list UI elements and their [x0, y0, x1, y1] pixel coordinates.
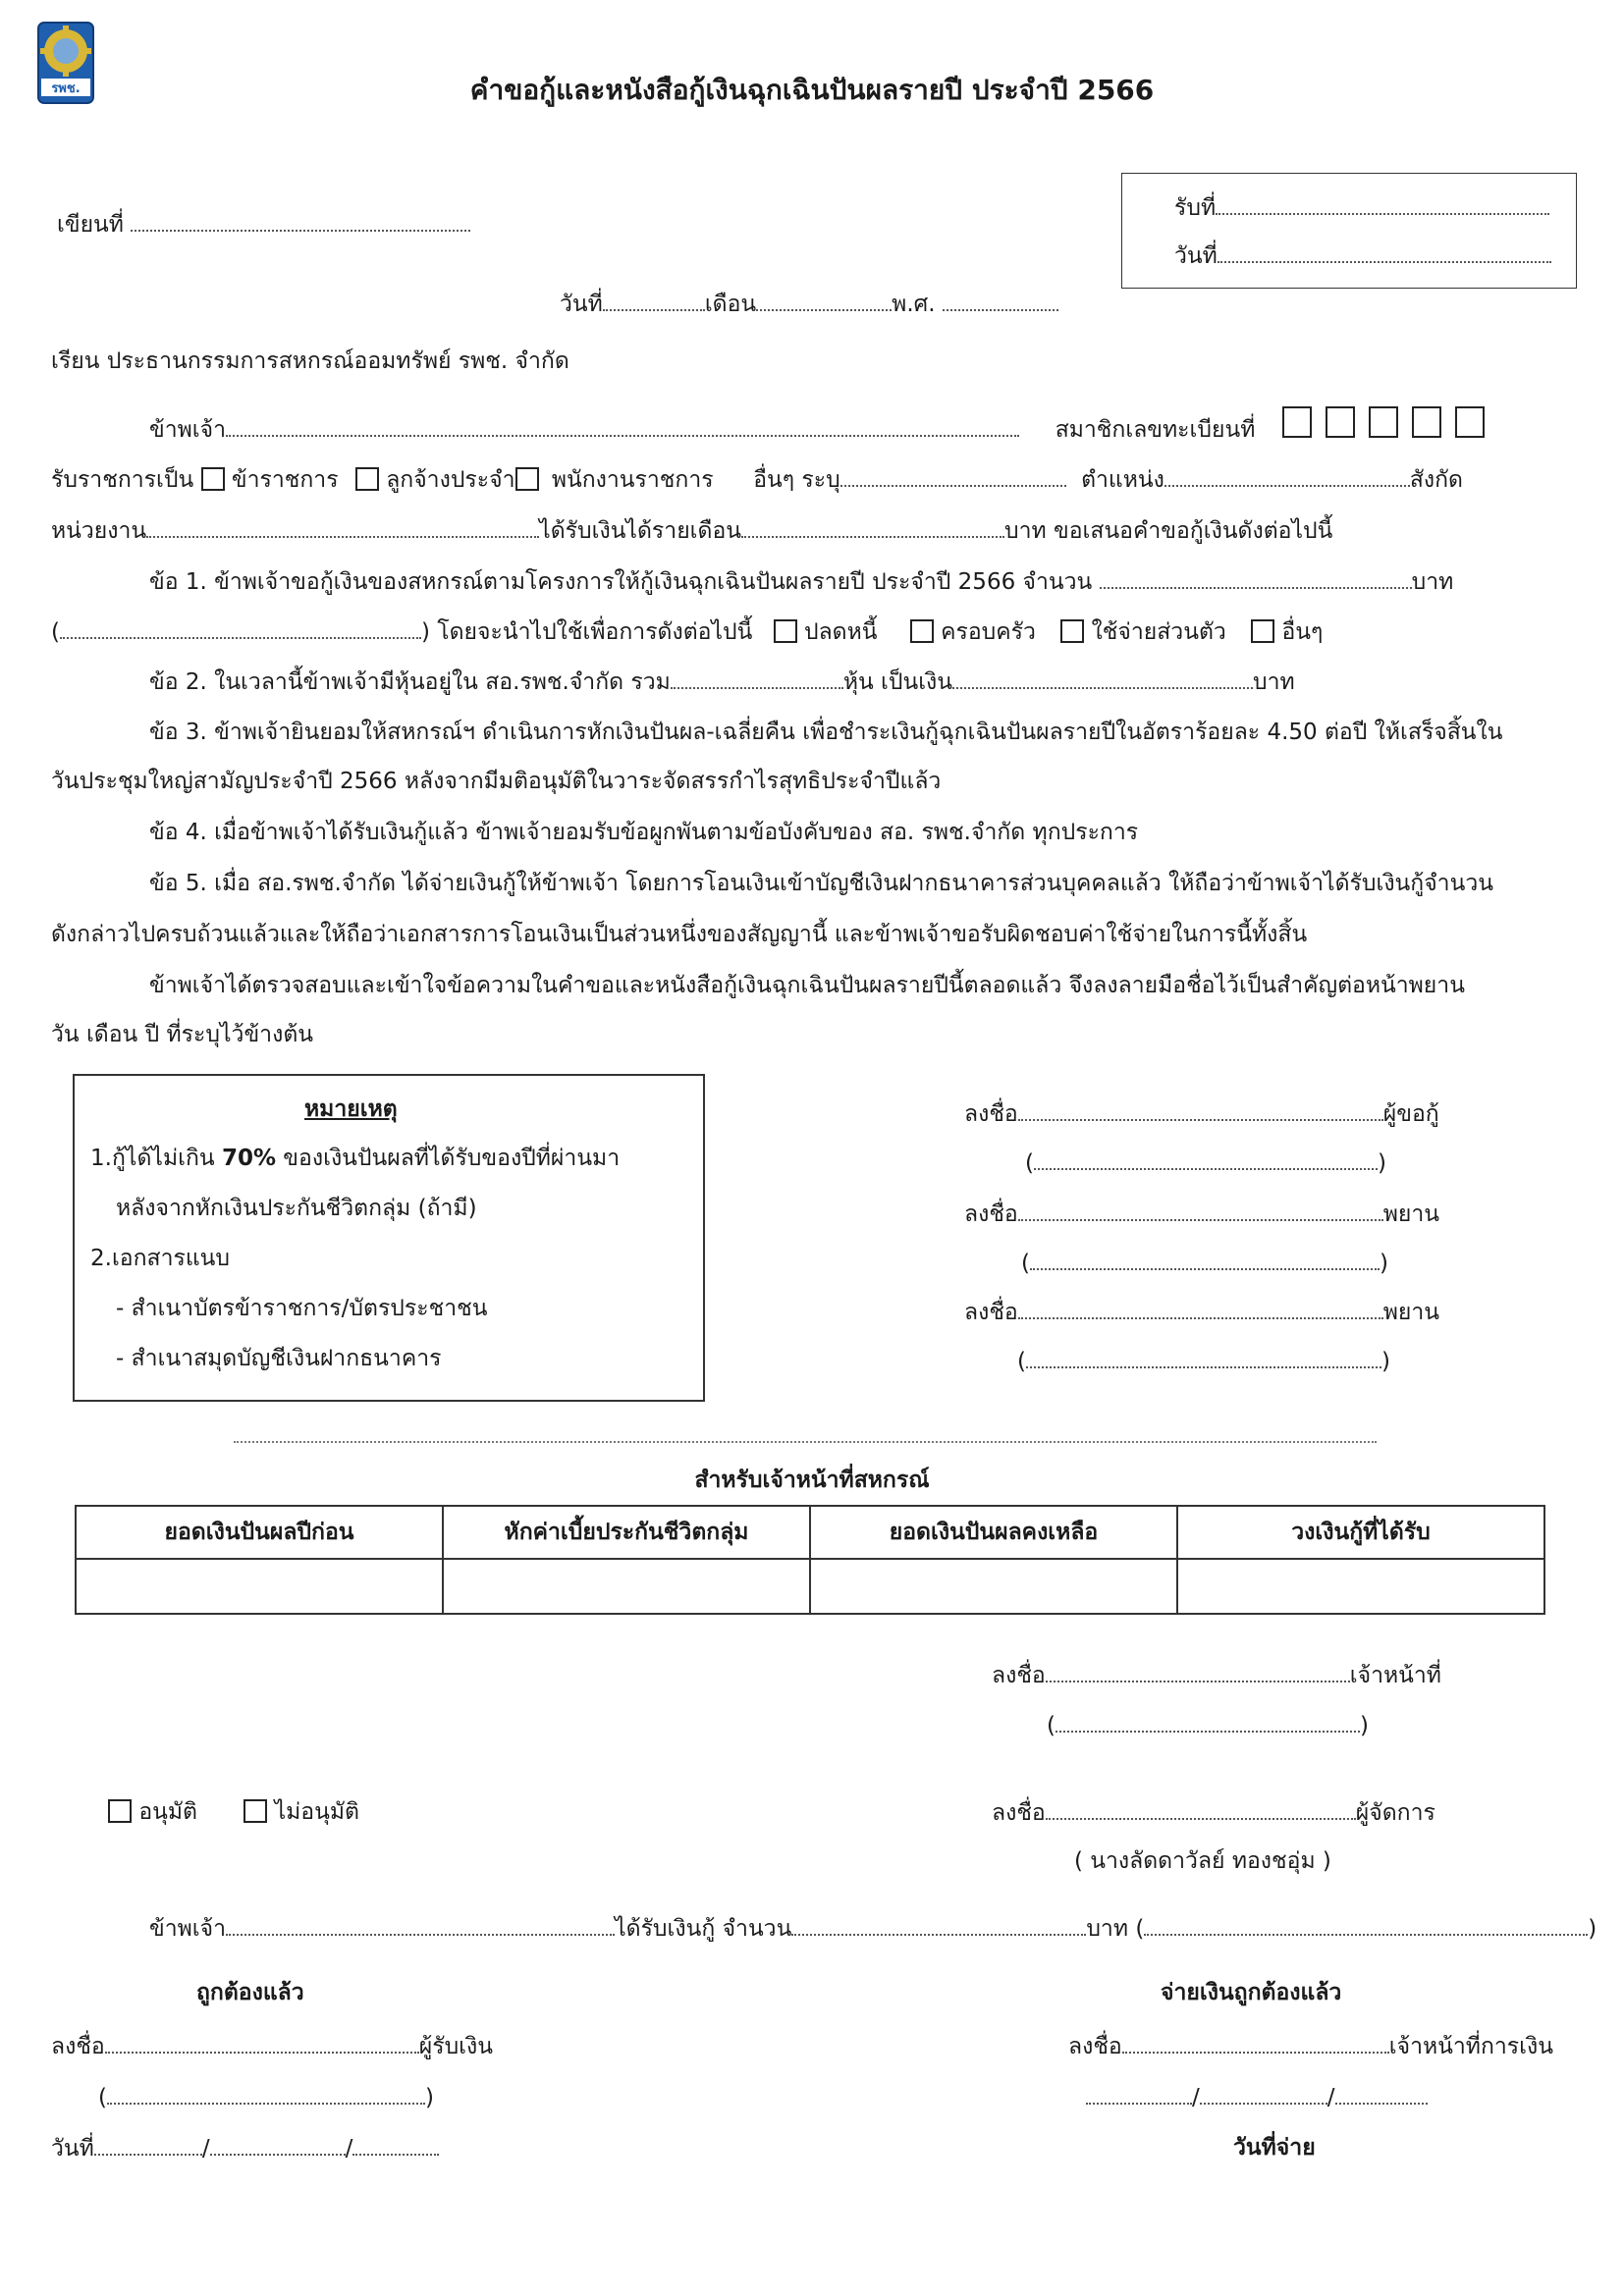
- recipient-date-line: วันที่ / /: [51, 2132, 439, 2164]
- remaining-dividend-cell[interactable]: [810, 1559, 1177, 1614]
- member-digit-box[interactable]: [1412, 406, 1441, 438]
- witness-2-signature-line: ลงชื่อ พยาน: [964, 1296, 1439, 1328]
- clause-1-purpose: ( ) โดยจะนำไปใช้เพื่อการดังต่อไปนี้ ปลดหนี้ ครอบครัว ใช้จ่ายส่วนตัว อื่นๆ: [51, 615, 1323, 648]
- member-digit-box[interactable]: [1282, 406, 1312, 438]
- payment-month-field[interactable]: [1200, 2081, 1327, 2105]
- borrower-signature-field[interactable]: [1018, 1097, 1383, 1121]
- borrower-signature-line: ลงชื่อ ผู้ขอกู้: [964, 1097, 1439, 1130]
- purpose-family-checkbox[interactable]: [910, 619, 934, 643]
- received-amount-words-field[interactable]: [1144, 1912, 1588, 1936]
- note-item-2-b: - สำเนาสมุดบัญชีเงินฝากธนาคาร: [116, 1346, 442, 1371]
- witness-1-signature-line: ลงชื่อ พยาน: [964, 1198, 1439, 1230]
- clause-5-line-2: ดังกล่าวไปครบถ้วนแล้วและให้ถือว่าเอกสารการโอนเงินเป็นส่วนหนึ่งของสัญญานี้ และข้าพเจ้าขอรับผิดชอบค่าใช้จ่ายในการนี้ทั้งสิ้น: [51, 922, 1308, 947]
- note-item-2-a: - สำเนาบัตรข้าราชการ/บัตรประชาชน: [116, 1296, 488, 1321]
- recipient-name-line: ( ): [98, 2081, 434, 2113]
- receipt-number-field[interactable]: [1216, 191, 1549, 215]
- witness-1-signature-field[interactable]: [1018, 1198, 1383, 1221]
- monthly-income-field[interactable]: [741, 514, 1004, 538]
- column-loan-limit: วงเงินกู้ที่ได้รับ: [1177, 1506, 1544, 1559]
- officer-signature-line: ลงชื่อ เจ้าหน้าที่: [992, 1659, 1441, 1691]
- member-digit-box[interactable]: [1326, 406, 1355, 438]
- permanent-employee-label: ลูกจ้างประจำ: [386, 467, 515, 493]
- purpose-other-checkbox[interactable]: [1251, 619, 1274, 643]
- payment-date-field-line: / /: [1086, 2081, 1428, 2113]
- declaration-line-1: ข้าพเจ้าได้ตรวจสอบและเข้าใจข้อความในคำขอและหนังสือกู้เงินฉุกเฉินปันผลรายปีนี้ตลอดแล้ว จึงลงลายมือชื่อไว้เป็นสำคัญต่อหน้าพยาน: [149, 973, 1465, 998]
- civil-servant-label: ข้าราชการ: [231, 467, 339, 493]
- clause-3-line-2: วันประชุมใหญ่สามัญประจำปี 2566 หลังจากมีมติอนุมัติในวาระจัดสรรกำไรสุทธิประจำปีแล้ว: [51, 769, 942, 794]
- member-digit-box[interactable]: [1455, 406, 1485, 438]
- officer-name-field[interactable]: [1056, 1709, 1360, 1733]
- recipient-month-field[interactable]: [210, 2132, 346, 2156]
- officer-section-title: สำหรับเจ้าหน้าที่สหกรณ์: [694, 1468, 930, 1493]
- payment-day-field[interactable]: [1086, 2081, 1192, 2105]
- receipt-line: ข้าพเจ้า ได้รับเงินกู้ จำนวน บาท ( ): [149, 1912, 1597, 1945]
- clause-3-line-1: ข้อ 3. ข้าพเจ้ายินยอมให้สหกรณ์ฯ ดำเนินการหักเงินปันผล-เฉลี่ยคืน เพื่อชำระเงินกู้ฉุกเฉินปันผลรายปีในอัตราร้อยละ 4.50 ต่อปี ให้เสร็จสิ้นใน: [149, 720, 1503, 745]
- receipt-date-field[interactable]: [1218, 240, 1551, 263]
- clause-2: ข้อ 2. ในเวลานี้ข้าพเจ้ามีหุ้นอยู่ใน สอ.รพช.จำกัด รวม หุ้น เป็นเงิน บาท: [149, 666, 1295, 698]
- shares-value-field[interactable]: [952, 666, 1253, 689]
- clause-4: ข้อ 4. เมื่อข้าพเจ้าได้รับเงินกู้แล้ว ข้าพเจ้ายอมรับข้อผูกพันตามข้อบังคับของ สอ. รพช.จำกัด ทุกประการ: [149, 820, 1139, 845]
- witness-2name-field[interactable]: [1026, 1345, 1381, 1368]
- section-divider: [234, 1441, 1377, 1443]
- recipient-year-field[interactable]: [352, 2132, 439, 2156]
- finance-signature-line: ลงชื่อ เจ้าหน้าที่การเงิน: [1068, 2030, 1553, 2062]
- finance-signature-field[interactable]: [1122, 2030, 1389, 2054]
- unit-field[interactable]: [146, 514, 539, 538]
- receipt-number-line: รับที่: [1174, 191, 1549, 224]
- witness-1-name-field[interactable]: [1030, 1247, 1380, 1270]
- svg-text:รพช.: รพช.: [51, 81, 81, 96]
- member-number-boxes: [1282, 406, 1485, 438]
- employment-line: รับราชการเป็น ข้าราชการ ลูกจ้างประจำ พนักงานราชการ อื่นๆ ระบุ ตำแหน่ง สังกัด: [51, 463, 1463, 496]
- witness-2-name-line: ( ): [1017, 1345, 1390, 1377]
- previous-dividend-cell[interactable]: [76, 1559, 443, 1614]
- unit-line: หน่วยงาน ได้รับเงินได้รายเดือน บาท ขอเสนอคำขอกู้เงินดังต่อไปนี้: [51, 514, 1332, 547]
- approve-checkbox[interactable]: [108, 1799, 132, 1823]
- reject-checkbox[interactable]: [244, 1799, 267, 1823]
- officer-signature-field[interactable]: [1046, 1659, 1350, 1682]
- column-insurance-deduction: หักค่าเบี้ยประกันชีวิตกลุ่ม: [443, 1506, 810, 1559]
- page-title: คำขอกู้และหนังสือกู้เงินฉุกเฉินปันผลรายปี ประจำปี 2566: [469, 74, 1155, 106]
- written-at-field[interactable]: [131, 208, 470, 232]
- loan-limit-cell[interactable]: [1177, 1559, 1544, 1614]
- month-field[interactable]: [756, 288, 892, 311]
- salutation: เรียน ประธานกรรมการสหกรณ์ออมทรัพย์ รพช. จำกัด: [51, 348, 569, 374]
- year-field[interactable]: [943, 288, 1058, 311]
- borrower-name-field[interactable]: [1034, 1147, 1378, 1170]
- note-item-2: 2.เอกสารแนบ: [90, 1246, 230, 1271]
- witness-2-signature-field[interactable]: [1018, 1296, 1383, 1319]
- written-at-line: เขียนที่: [57, 208, 470, 240]
- recipient-signature-field[interactable]: [105, 2030, 419, 2054]
- recipient-signature-line: ลงชื่อ ผู้รับเงิน: [51, 2030, 493, 2062]
- verified-title: ถูกต้องแล้ว: [196, 1980, 304, 2005]
- government-employee-label: พนักงานราชการ: [551, 467, 714, 493]
- manager-name: ( นางลัดดาวัลย์ ทองชอุ่ม ): [1074, 1848, 1331, 1874]
- approval-options: อนุมัติ ไม่อนุมัติ: [108, 1796, 359, 1828]
- officer-table: [75, 1505, 1545, 1615]
- applicant-name-field[interactable]: [226, 413, 1019, 437]
- insurance-deduction-cell[interactable]: [443, 1559, 810, 1614]
- shares-count-field[interactable]: [671, 666, 843, 689]
- declaration-line-2: วัน เดือน ปี ที่ระบุไว้ข้างต้น: [51, 1022, 313, 1047]
- civil-servant-checkbox[interactable]: [201, 467, 225, 491]
- officer-name-line: ( ): [1047, 1709, 1369, 1741]
- column-previous-dividend: ยอดเงินปันผลปีก่อน: [76, 1506, 443, 1559]
- receiver-name-field[interactable]: [226, 1912, 615, 1936]
- pay-date-label: วันที่จ่าย: [1233, 2135, 1316, 2161]
- permanent-employee-checkbox[interactable]: [355, 467, 379, 491]
- clause-5-line-1: ข้อ 5. เมื่อ สอ.รพช.จำกัด ได้จ่ายเงินกู้ให้ข้าพเจ้า โดยการโอนเงินเข้าบัญชีเงินฝากธนาคารส่วนบุคคลแล้ว ให้ถือว่าข้าพเจ้าได้รับเงินกู้จำนวน: [149, 871, 1493, 896]
- day-field[interactable]: [603, 288, 705, 311]
- manager-signature-field[interactable]: [1046, 1796, 1356, 1820]
- clause-1: ข้อ 1. ข้าพเจ้าขอกู้เงินของสหกรณ์ตามโครงการให้กู้เงินฉุกเฉินปันผลรายปี ประจำปี 2566 จำนวน บาท: [149, 565, 1453, 598]
- position-field[interactable]: [1164, 463, 1410, 487]
- recipient-name-field[interactable]: [107, 2081, 425, 2105]
- member-digit-box[interactable]: [1369, 406, 1398, 438]
- receipt-date-line: วันที่: [1174, 240, 1551, 272]
- payment-year-field[interactable]: [1335, 2081, 1428, 2105]
- government-employee-checkbox[interactable]: [515, 467, 539, 491]
- loan-amount-field[interactable]: [1100, 565, 1412, 589]
- date-line: วันที่ เดือน พ.ศ.: [560, 288, 1058, 320]
- received-amount-field[interactable]: [791, 1912, 1086, 1936]
- paid-title: จ่ายเงินถูกต้องแล้ว: [1161, 1980, 1342, 2005]
- witness-1-name-line: ( ): [1021, 1247, 1388, 1279]
- applicant-line: ข้าพเจ้า สมาชิกเลขทะเบียนที่: [149, 413, 1255, 446]
- note-item-1: 1.กู้ได้ไม่เกิน 70% ของเงินปันผลที่ได้รับของปีที่ผ่านมา: [90, 1146, 621, 1171]
- note-item-1-line-2: หลังจากหักเงินประกันชีวิตกลุ่ม (ถ้ามี): [116, 1196, 477, 1221]
- column-remaining-dividend: ยอดเงินปันผลคงเหลือ: [810, 1506, 1177, 1559]
- other-specify-field[interactable]: [840, 463, 1066, 487]
- purpose-personal-checkbox[interactable]: [1060, 619, 1084, 643]
- loan-amount-words-field[interactable]: [60, 615, 421, 639]
- notes-title: หมายเหตุ: [304, 1096, 398, 1122]
- recipient-day-field[interactable]: [94, 2132, 202, 2156]
- borrower-name-line: ( ): [1025, 1147, 1386, 1179]
- purpose-debt-checkbox[interactable]: [774, 619, 797, 643]
- manager-signature-line: ลงชื่อ ผู้จัดการ: [992, 1796, 1435, 1829]
